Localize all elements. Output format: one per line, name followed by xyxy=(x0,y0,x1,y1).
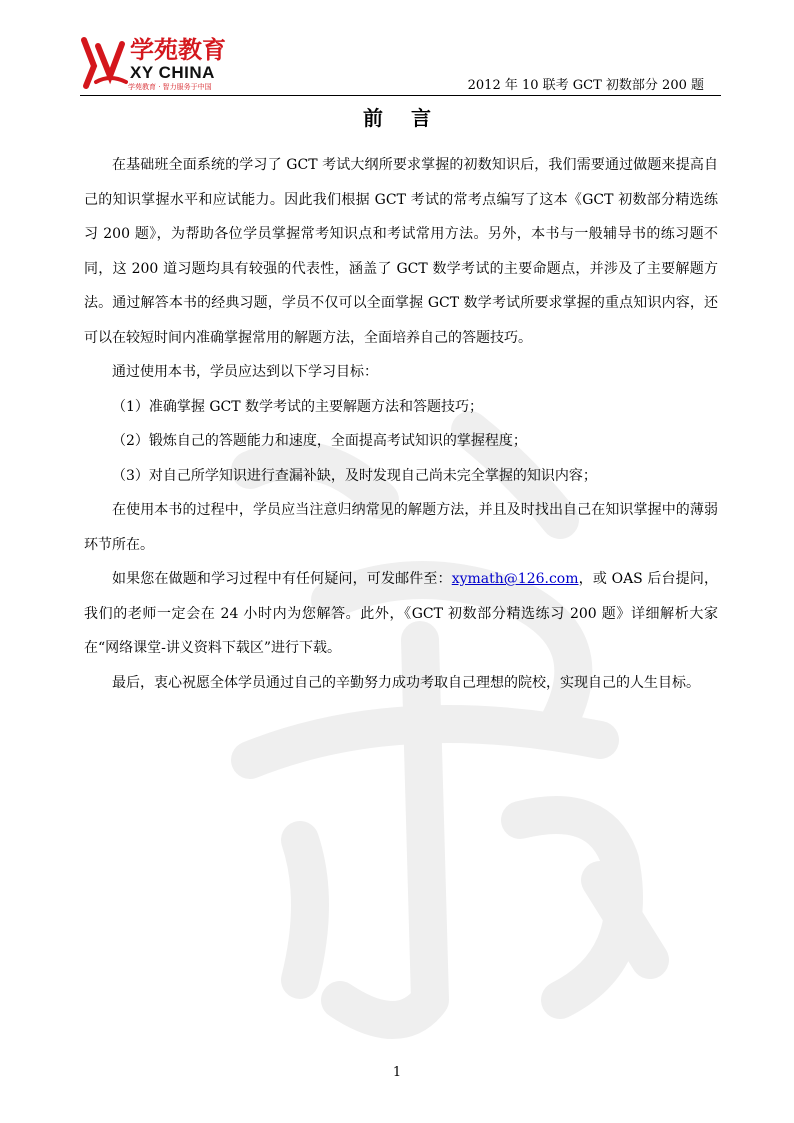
email-link[interactable]: xymath@126.com xyxy=(451,571,579,587)
header-divider xyxy=(80,95,721,96)
contact-text-before: 如果您在做题和学习过程中有任何疑问，可发邮件至： xyxy=(112,571,452,587)
page-number: 1 xyxy=(392,1065,402,1080)
preface-body xyxy=(84,148,718,700)
goal-item-2: （2）锻炼自己的答题能力和速度，全面提高考试知识的掌握程度； xyxy=(112,433,527,449)
logo-slogan: 学苑教育 · 智力服务于中国 xyxy=(128,83,212,91)
paragraph-closing: 最后，衷心祝愿全体学员通过自己的辛勤努力成功考取自己理想的院校，实现自己的人生目标。 xyxy=(112,674,700,691)
goal-item-1: （1）准确掌握 GCT 数学考试的主要解题方法和答题技巧； xyxy=(112,398,484,415)
page-title: 前言 xyxy=(363,106,459,130)
paragraph-goals-intro: 通过使用本书，学员应达到以下学习目标： xyxy=(112,364,378,380)
paragraph-usage: 在使用本书的过程中，学员应当注意归纳常见的解题方法，并且及时找出自己在知识掌握中的薄弱环节所在。 xyxy=(84,502,718,553)
logo-text-en: XY CHINA xyxy=(130,63,215,82)
running-header-title: 2012 年 10 联考 GCT 初数部分 200 题 xyxy=(467,78,704,93)
contact-text-after: ，或 OAS 后台提问，我们的老师一定会在 24 小时内为您解答。此外，《GCT 初数部分精选练习 200 题》详细解析大家在“网络课堂-讲义资料下载区”进行下载。 xyxy=(84,571,718,656)
goal-item-3: （3）对自己所学知识进行查漏补缺，及时发现自己尚未完全掌握的知识内容； xyxy=(112,467,597,484)
logo-text-cn: 学苑教育 xyxy=(130,36,226,64)
paragraph-contact xyxy=(84,562,718,666)
logo-mark-icon xyxy=(80,36,128,90)
brand-logo xyxy=(80,36,230,92)
paragraph-intro: 在基础班全面系统的学习了 GCT 考试大纲所要求掌握的初数知识后，我们需要通过做题来提高自己的知识掌握水平和应试能力。因此我们根据 GCT 考试的常考点编写了这本《GCT 初数部分精选练习 200 题》，为帮助各位学员掌握常考知识点和考试常用方法。另外，本书与一般辅导书的练习题不同，这 200 道习题均具有较强的代表性，涵盖了 GCT 数学考试的主要命题点，并涉及了主要解题方法。通过解答本书的经典习题，学员不仅可以全面掌握 GCT 数学考试所要求掌握的重点知识内容，还可以在较短时间内准确掌握常用的解题方法，全面培养自己的答题技巧。 xyxy=(84,157,718,346)
